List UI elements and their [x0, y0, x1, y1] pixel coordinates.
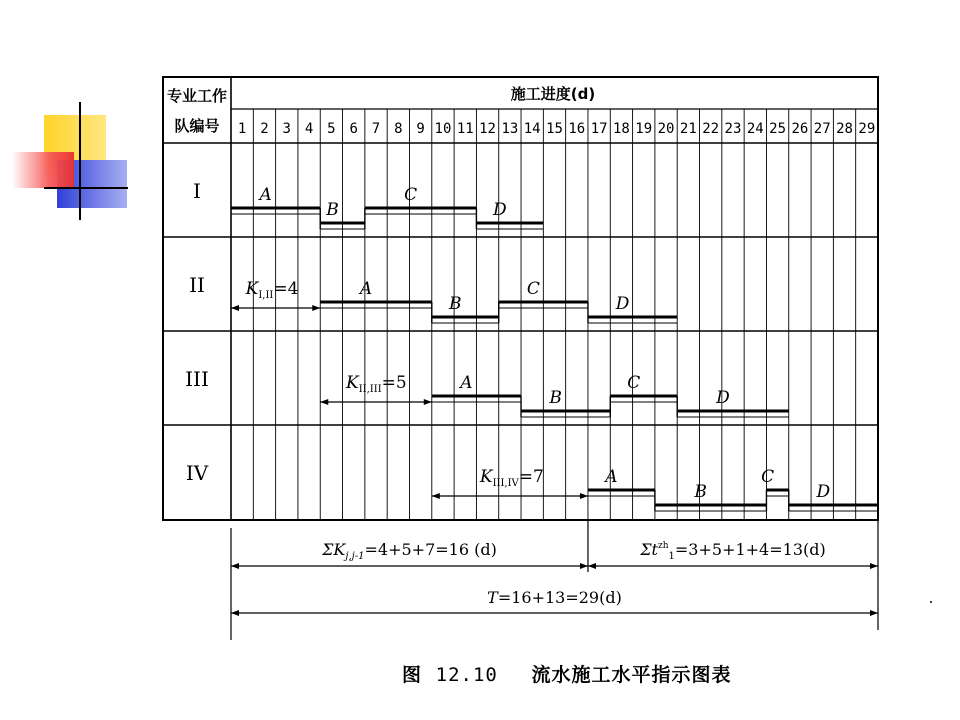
day-label: 28 [836, 121, 853, 137]
day-label: 3 [282, 121, 291, 137]
team-header-line1: 专业工作 [166, 87, 228, 105]
day-label: 24 [746, 121, 764, 137]
task-label: C [761, 467, 775, 487]
day-label: 8 [394, 121, 403, 137]
task-label: B [694, 482, 707, 502]
day-label: 11 [456, 121, 474, 137]
task-label: D [816, 482, 831, 502]
day-label: 1 [237, 121, 247, 137]
day-label: 26 [791, 121, 809, 137]
caption-figure: 图 [402, 664, 423, 686]
team-label: II [189, 273, 205, 297]
k-interval-label: $K_{I,II}=4$ [245, 279, 299, 301]
sum-t-arrow-arrowhead-right [870, 563, 878, 569]
k-interval-arrow-arrowhead-left [231, 305, 239, 311]
team-label: I [193, 179, 201, 203]
task-label: B [449, 294, 462, 314]
day-label: 15 [546, 121, 563, 137]
day-label: 29 [858, 121, 876, 137]
progress-header: 施工进度(d) [510, 85, 596, 103]
sum-k-arrow-arrowhead-left [231, 563, 239, 569]
caption-title: 流水施工水平指示图表 [531, 664, 732, 686]
task-label: C [627, 373, 641, 393]
chart-bars [231, 185, 878, 511]
k-interval-label: $K_{III,IV}=7$ [479, 467, 544, 489]
day-label: 27 [813, 121, 831, 137]
k-interval-arrow-arrowhead-left [432, 493, 440, 499]
task-label: A [605, 467, 618, 487]
team-label: IV [185, 461, 209, 485]
total-label: T=16+13=29(d) [487, 588, 622, 607]
day-label: 25 [769, 121, 787, 137]
task-label: D [716, 388, 730, 408]
k-interval-label: $K_{II,III}=5$ [346, 373, 407, 395]
task-label: C [404, 185, 418, 205]
day-label: 7 [371, 121, 381, 137]
day-label: 20 [657, 121, 675, 137]
task-label: D [493, 200, 507, 220]
task-label: B [549, 388, 562, 408]
day-label: 13 [501, 121, 519, 137]
day-label: 10 [434, 121, 452, 137]
sum-k-arrow-arrowhead-right [580, 563, 588, 569]
task-label: B [326, 200, 339, 220]
task-label: A [460, 373, 473, 393]
k-interval-arrow-arrowhead-right [580, 493, 588, 499]
chart-summary [231, 520, 878, 640]
day-label: 16 [568, 121, 586, 137]
team-label: III [185, 367, 209, 391]
caption-number: 12.10 [435, 664, 498, 686]
day-label: 6 [349, 121, 358, 137]
day-label: 19 [635, 121, 653, 137]
stray-dot [930, 601, 932, 603]
sum-t-label: $\Sigma t^{zh}_1=3+5+1+4=13(d)$ [640, 540, 826, 562]
day-label: 22 [702, 121, 720, 137]
sum-k-label: $\Sigma K_{j,j-1}=4+5+7=16$ (d) [322, 540, 497, 562]
k-interval-arrow-arrowhead-right [424, 399, 432, 405]
total-arrow-arrowhead-right [870, 610, 878, 616]
day-label: 12 [479, 121, 496, 137]
day-label: 18 [613, 121, 630, 137]
figure-caption [402, 660, 731, 687]
day-label: 23 [724, 121, 742, 137]
day-label: 9 [416, 121, 425, 137]
day-label: 2 [260, 121, 269, 137]
day-label: 14 [523, 121, 541, 137]
total-arrow-arrowhead-left [231, 610, 239, 616]
k-interval-arrow-arrowhead-right [312, 305, 320, 311]
k-interval-arrow-arrowhead-left [320, 399, 328, 405]
task-label: D [615, 294, 630, 314]
task-label: A [359, 279, 373, 299]
sum-t-arrow-arrowhead-left [588, 563, 596, 569]
day-label: 17 [590, 121, 608, 137]
day-label: 21 [679, 121, 697, 137]
day-label: 5 [327, 121, 336, 137]
day-label: 4 [304, 121, 314, 137]
team-header-line2: 队编号 [174, 117, 220, 135]
task-label: C [526, 279, 540, 299]
task-label: A [259, 185, 272, 205]
